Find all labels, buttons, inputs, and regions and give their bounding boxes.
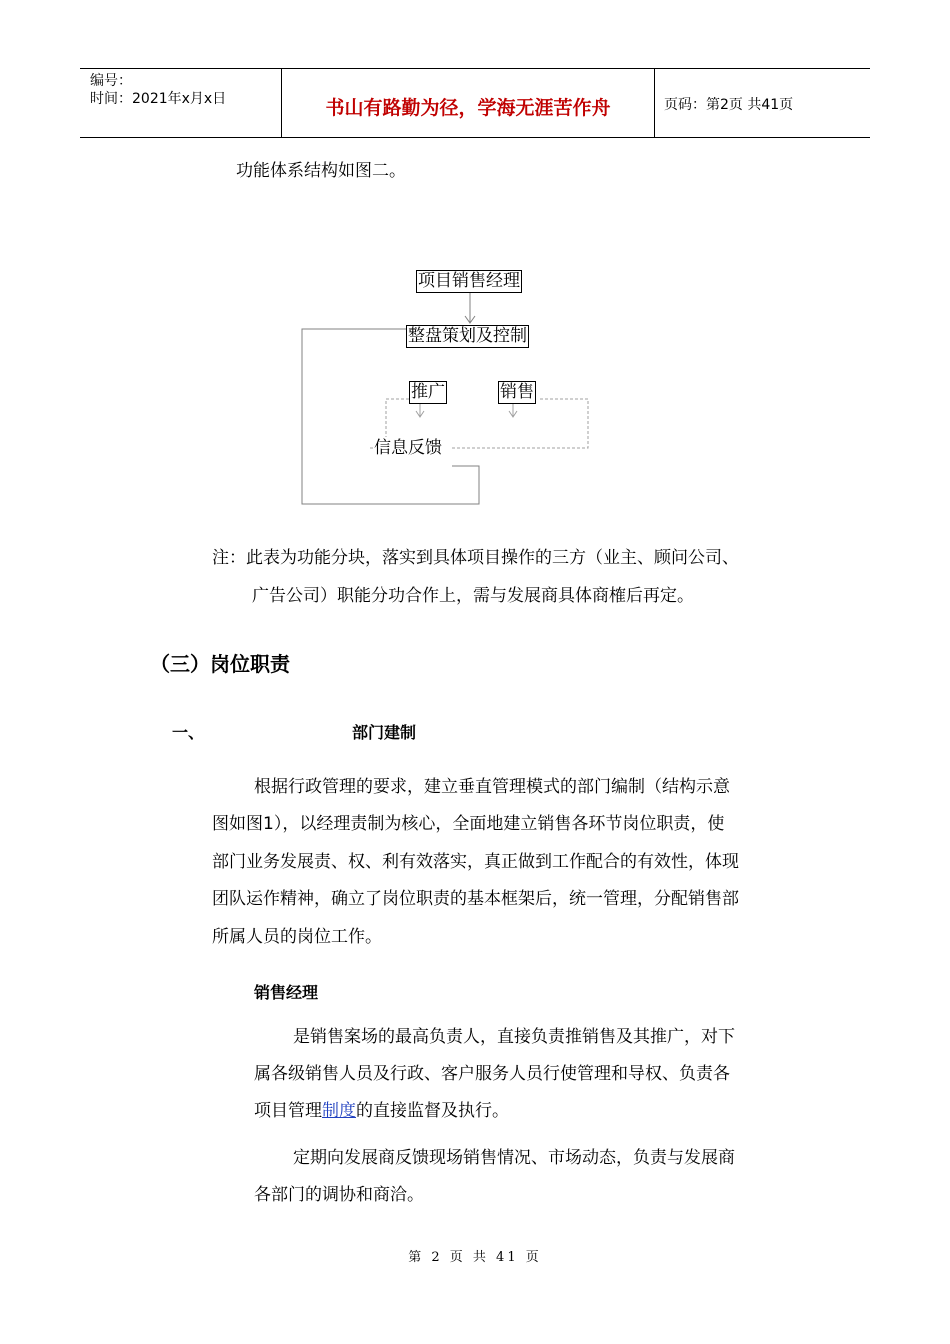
text-segment: 项目管理 (254, 1101, 322, 1121)
diagram-node-promotion: 推广 (411, 382, 445, 402)
document-date: 时间：2021年x月x日 (90, 91, 227, 107)
role-title: 销售经理 (254, 983, 319, 1002)
feedback-loop-line (302, 329, 479, 504)
body-paragraph-line: 部门业务发展责、权、利有效落实，真正做到工作配合的有效性，体现 (212, 852, 739, 872)
system-link[interactable]: 制度 (322, 1101, 356, 1121)
header-motto: 书山有路勤为径，学海无涯苦作舟 (325, 97, 611, 119)
intro-text: 功能体系结构如图二。 (236, 161, 406, 181)
diagram-node-feedback: 信息反馈 (374, 438, 442, 458)
diagram-node-sales-manager: 项目销售经理 (418, 271, 520, 291)
diagram-node-sales: 销售 (500, 382, 534, 402)
body-paragraph-line: 所属人员的岗位工作。 (212, 927, 382, 947)
body-paragraph-line: 属各级销售人员及行政、客户服务人员行使管理和导权、负责各 (254, 1064, 730, 1084)
page-footer: 第 2 页 共 41 页 (408, 1250, 542, 1265)
body-paragraph-line: 定期向发展商反馈现场销售情况、市场动态，负责与发展商 (293, 1148, 735, 1168)
document-code: 编号： (90, 73, 132, 89)
note-line-2: 广告公司）职能分功合作上，需与发展商具体商榷后再定。 (252, 586, 694, 606)
body-paragraph-line: 团队运作精神，确立了岗位职责的基本框架后，统一管理，分配销售部 (212, 889, 739, 909)
body-paragraph-line: 各部门的调协和商洽。 (254, 1185, 424, 1205)
body-paragraph-line: 根据行政管理的要求，建立垂直管理模式的部门编制（结构示意 (254, 777, 730, 797)
section-heading: （三）岗位职责 (150, 652, 290, 676)
subsection-title: 部门建制 (352, 723, 417, 742)
subsection-number: 一、 (172, 723, 205, 742)
diagram-node-planning-control: 整盘策划及控制 (408, 326, 527, 346)
sales-loop-line (452, 399, 588, 448)
body-paragraph-line: 图如图1），以经理责制为核心，全面地建立销售各环节岗位职责，使 (212, 814, 725, 834)
body-paragraph-line (254, 1093, 509, 1130)
header-page-info: 页码：第2页 共41页 (664, 97, 794, 113)
note-line-1: 注：此表为功能分块，落实到具体项目操作的三方（业主、顾问公司、 (212, 548, 739, 568)
body-paragraph-line: 是销售案场的最高负责人，直接负责推销售及其推广，对下 (293, 1027, 735, 1047)
text-segment: 的直接监督及执行。 (356, 1101, 509, 1121)
